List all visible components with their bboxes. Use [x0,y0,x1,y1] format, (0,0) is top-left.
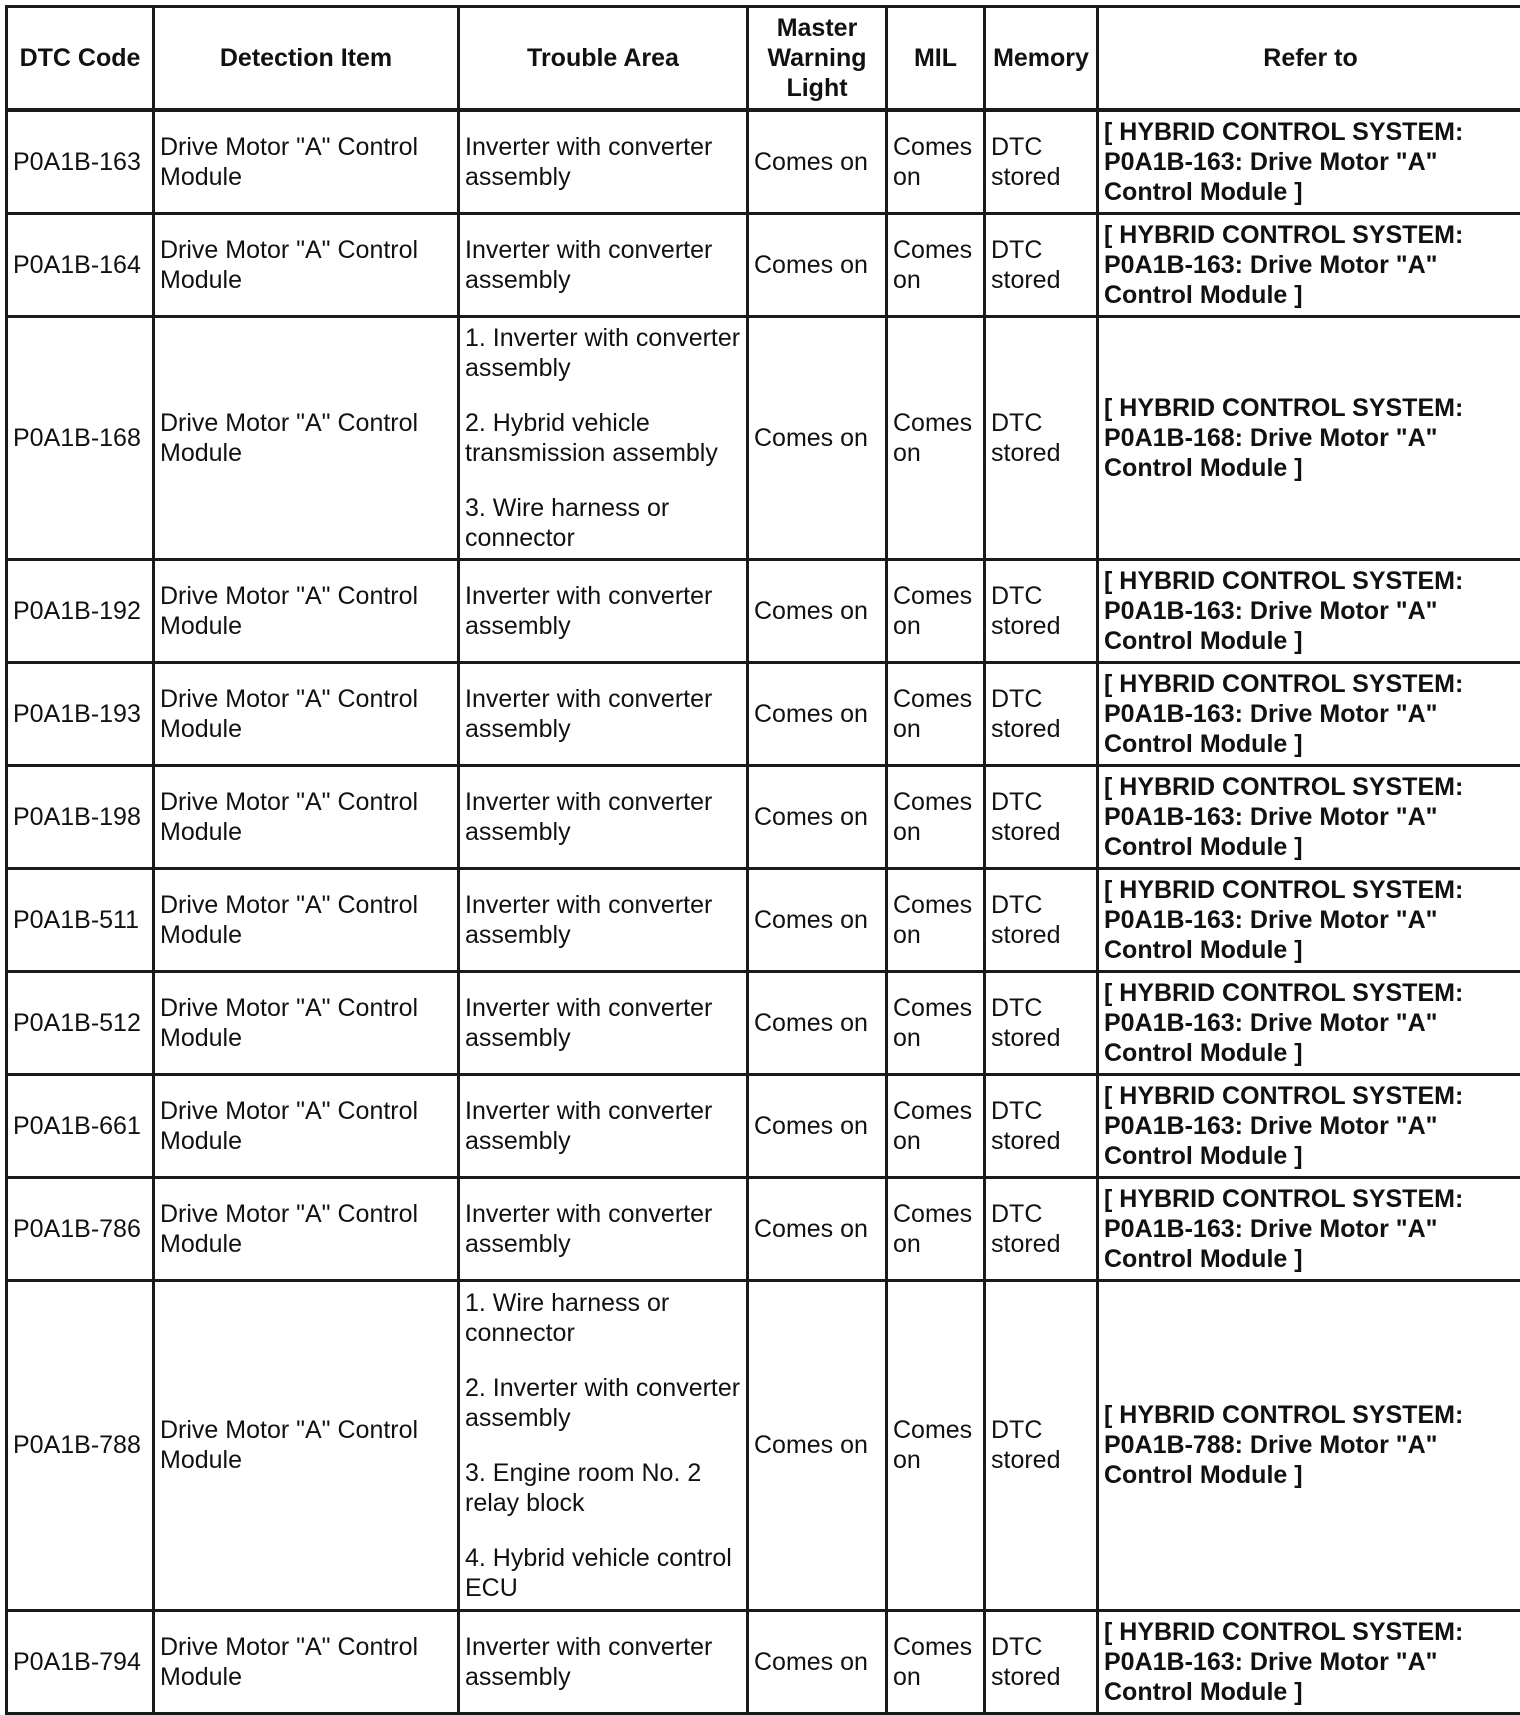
memory-cell: DTC stored [985,1074,1098,1177]
master-warning-cell: Comes on [748,868,887,971]
refer-to-cell: [ HYBRID CONTROL SYSTEM: P0A1B-163: Drive Motor "A" Control Module ] [1098,213,1520,316]
master-warning-cell: Comes on [748,213,887,316]
detection-item-cell: Drive Motor "A" Control Module [154,213,459,316]
detection-item-cell: Drive Motor "A" Control Module [154,110,459,213]
header-master-warning-light: Master Warning Light [748,7,887,111]
memory-cell: DTC stored [985,971,1098,1074]
trouble-area-item: Inverter with converter assembly [465,787,741,847]
table-row [7,1074,1520,1177]
trouble-area-cell [459,1177,748,1280]
memory-cell: DTC stored [985,110,1098,213]
trouble-area-cell [459,1280,748,1610]
header-dtc-code: DTC Code [7,7,154,111]
dtc-code-cell: P0A1B-164 [7,213,154,316]
table-row [7,316,1520,559]
dtc-code-cell: P0A1B-192 [7,559,154,662]
trouble-area-item: 2. Inverter with converter assembly [465,1373,741,1433]
mil-cell: Comes on [887,868,985,971]
detection-item-cell: Drive Motor "A" Control Module [154,1280,459,1610]
refer-to-cell: [ HYBRID CONTROL SYSTEM: P0A1B-788: Drive Motor "A" Control Module ] [1098,1280,1520,1610]
refer-to-cell: [ HYBRID CONTROL SYSTEM: P0A1B-163: Drive Motor "A" Control Module ] [1098,559,1520,662]
trouble-area-item: Inverter with converter assembly [465,581,741,641]
dtc-table [5,5,1520,1715]
trouble-area-item: Inverter with converter assembly [465,684,741,744]
trouble-area-item: Inverter with converter assembly [465,1632,741,1692]
table-row [7,662,1520,765]
memory-cell: DTC stored [985,559,1098,662]
trouble-area-item: Inverter with converter assembly [465,1199,741,1259]
detection-item-cell: Drive Motor "A" Control Module [154,1074,459,1177]
table-row [7,868,1520,971]
header-refer-to: Refer to [1098,7,1520,111]
detection-item-cell: Drive Motor "A" Control Module [154,868,459,971]
table-body [7,110,1520,1713]
trouble-area-item: Inverter with converter assembly [465,132,741,192]
master-warning-cell: Comes on [748,316,887,559]
trouble-area-item: 1. Inverter with converter assembly [465,323,741,383]
trouble-area-item: 2. Hybrid vehicle transmission assembly [465,408,741,468]
table-row [7,1177,1520,1280]
detection-item-cell: Drive Motor "A" Control Module [154,316,459,559]
table-row [7,1280,1520,1610]
trouble-area-cell [459,765,748,868]
table-row [7,1610,1520,1713]
header-mil: MIL [887,7,985,111]
dtc-code-cell: P0A1B-512 [7,971,154,1074]
refer-to-cell: [ HYBRID CONTROL SYSTEM: P0A1B-163: Drive Motor "A" Control Module ] [1098,1074,1520,1177]
master-warning-cell: Comes on [748,1280,887,1610]
header-row [7,7,1520,111]
dtc-code-cell: P0A1B-661 [7,1074,154,1177]
trouble-area-item: 4. Hybrid vehicle control ECU [465,1543,741,1603]
refer-to-cell: [ HYBRID CONTROL SYSTEM: P0A1B-163: Drive Motor "A" Control Module ] [1098,1610,1520,1713]
header-detection-item: Detection Item [154,7,459,111]
trouble-area-cell [459,868,748,971]
trouble-area-cell [459,1610,748,1713]
dtc-code-cell: P0A1B-193 [7,662,154,765]
detection-item-cell: Drive Motor "A" Control Module [154,765,459,868]
trouble-area-item: 1. Wire harness or connector [465,1288,741,1348]
mil-cell: Comes on [887,1280,985,1610]
detection-item-cell: Drive Motor "A" Control Module [154,1610,459,1713]
dtc-code-cell: P0A1B-198 [7,765,154,868]
memory-cell: DTC stored [985,213,1098,316]
trouble-area-cell [459,971,748,1074]
refer-to-cell: [ HYBRID CONTROL SYSTEM: P0A1B-163: Drive Motor "A" Control Module ] [1098,1177,1520,1280]
master-warning-cell: Comes on [748,559,887,662]
master-warning-cell: Comes on [748,110,887,213]
mil-cell: Comes on [887,765,985,868]
detection-item-cell: Drive Motor "A" Control Module [154,662,459,765]
table-row [7,213,1520,316]
table-row [7,559,1520,662]
detection-item-cell: Drive Motor "A" Control Module [154,559,459,662]
table-row [7,765,1520,868]
master-warning-cell: Comes on [748,1177,887,1280]
table-header [7,7,1520,111]
master-warning-cell: Comes on [748,1610,887,1713]
trouble-area-item: 3. Wire harness or connector [465,493,741,553]
refer-to-cell: [ HYBRID CONTROL SYSTEM: P0A1B-163: Drive Motor "A" Control Module ] [1098,110,1520,213]
refer-to-cell: [ HYBRID CONTROL SYSTEM: P0A1B-163: Drive Motor "A" Control Module ] [1098,662,1520,765]
detection-item-cell: Drive Motor "A" Control Module [154,971,459,1074]
master-warning-cell: Comes on [748,662,887,765]
mil-cell: Comes on [887,110,985,213]
memory-cell: DTC stored [985,316,1098,559]
trouble-area-cell [459,316,748,559]
dtc-code-cell: P0A1B-168 [7,316,154,559]
table-row [7,110,1520,213]
trouble-area-cell [459,110,748,213]
memory-cell: DTC stored [985,1610,1098,1713]
refer-to-cell: [ HYBRID CONTROL SYSTEM: P0A1B-163: Drive Motor "A" Control Module ] [1098,868,1520,971]
master-warning-cell: Comes on [748,971,887,1074]
memory-cell: DTC stored [985,1280,1098,1610]
master-warning-cell: Comes on [748,1074,887,1177]
trouble-area-item: Inverter with converter assembly [465,993,741,1053]
mil-cell: Comes on [887,662,985,765]
memory-cell: DTC stored [985,765,1098,868]
dtc-code-cell: P0A1B-511 [7,868,154,971]
dtc-code-cell: P0A1B-786 [7,1177,154,1280]
mil-cell: Comes on [887,1074,985,1177]
mil-cell: Comes on [887,213,985,316]
trouble-area-cell [459,662,748,765]
mil-cell: Comes on [887,1610,985,1713]
refer-to-cell: [ HYBRID CONTROL SYSTEM: P0A1B-168: Drive Motor "A" Control Module ] [1098,316,1520,559]
trouble-area-item: Inverter with converter assembly [465,235,741,295]
table-row [7,971,1520,1074]
trouble-area-cell [459,1074,748,1177]
header-memory: Memory [985,7,1098,111]
dtc-code-cell: P0A1B-163 [7,110,154,213]
refer-to-cell: [ HYBRID CONTROL SYSTEM: P0A1B-163: Drive Motor "A" Control Module ] [1098,765,1520,868]
mil-cell: Comes on [887,559,985,662]
trouble-area-item: Inverter with converter assembly [465,890,741,950]
mil-cell: Comes on [887,316,985,559]
trouble-area-item: Inverter with converter assembly [465,1096,741,1156]
dtc-code-cell: P0A1B-788 [7,1280,154,1610]
mil-cell: Comes on [887,971,985,1074]
memory-cell: DTC stored [985,1177,1098,1280]
detection-item-cell: Drive Motor "A" Control Module [154,1177,459,1280]
memory-cell: DTC stored [985,868,1098,971]
mil-cell: Comes on [887,1177,985,1280]
memory-cell: DTC stored [985,662,1098,765]
header-trouble-area: Trouble Area [459,7,748,111]
trouble-area-cell [459,213,748,316]
refer-to-cell: [ HYBRID CONTROL SYSTEM: P0A1B-163: Drive Motor "A" Control Module ] [1098,971,1520,1074]
trouble-area-cell [459,559,748,662]
trouble-area-item: 3. Engine room No. 2 relay block [465,1458,741,1518]
master-warning-cell: Comes on [748,765,887,868]
dtc-code-cell: P0A1B-794 [7,1610,154,1713]
